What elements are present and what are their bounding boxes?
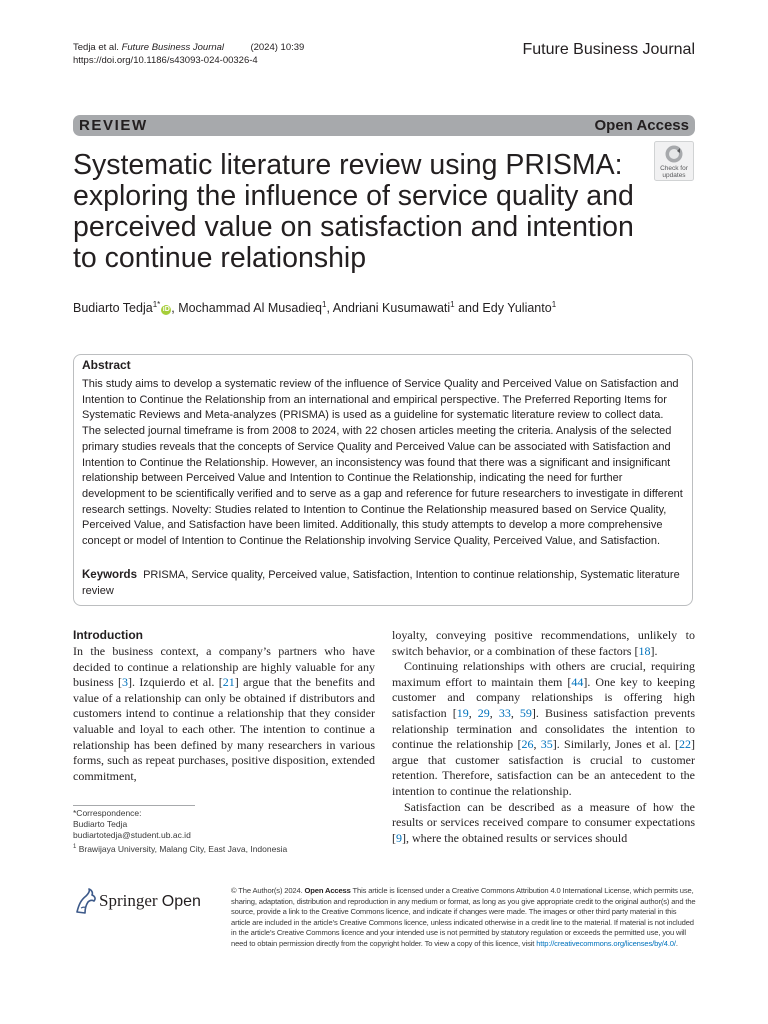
citation-link[interactable]: 21 (222, 675, 235, 690)
journal-name: Future Business Journal (522, 41, 695, 58)
section-heading-introduction: Introduction (73, 628, 143, 642)
check-for-updates-button[interactable] (654, 141, 694, 181)
correspondence-footnote (73, 808, 373, 855)
author-affiliation-sup: 1 (551, 300, 557, 309)
logo-open: Open (161, 893, 201, 910)
author-name[interactable]: , Mochammad Al Musadieq (171, 301, 323, 316)
open-access-label: Open Access (594, 117, 689, 134)
correspondence-email[interactable]: budiartotedja@student.ub.ac.id (73, 830, 191, 841)
license-notice: © The Author(s) 2024. Open Access This article is licensed under a Creative Commons Attribution 4.0 International License, which permits use, sharing, adaptation, distribution and reproduction in any medium or format, as long as you give appropriate credit to the original author(s) and the source, provide a link to the Creative Commons licence, and indicate if changes were made. The images or other third party material in this article are included in the article’s Creative Commons licence, unless indicated otherwise in a credit line to the material. If material is not included in the article’s Creative Commons licence and your intended use is not permitted by statutory regulation or exceeds the permitted use, you will need to obtain permission directly from the copyright holder. To view a copy of this licence, visit http://creativecommons.org/licenses/by/4.0/. (231, 886, 696, 948)
citation-link[interactable]: 29 (477, 705, 490, 720)
paragraph: Continuing relationships with others are crucial, requiring maximum effort to maintain them [44]. One key to keeping customer and company relationships is offering high satisfaction [19, 29, 33, 59]. Business satisfaction prevents relationship termination and consolidates the intention to continue the relationship [26, 35]. Similarly, Jones et al. [22] argue that customer satisfaction is crucial to customer retention. Therefore, satisfaction can be an antecedent to the intention to continue the relationship. (392, 659, 696, 798)
citation-link[interactable]: 26 (521, 737, 534, 752)
paragraph: Satisfaction can be described as a measure of how the results or services received compare to consumer expectations [9], where the obtained results or services should (392, 799, 695, 845)
author-affiliation-sup: 1 (322, 300, 327, 309)
citation-line (73, 41, 304, 54)
paragraph: In the business context, a company’s partners who have decided to continue a relationship are highly valuable for any business [3]. Izquierdo et al. [21] argue that the benefits and value of a relationship can only be obtained if distributors and customers intend to continue a relationship that they consider valuable and loyal to each other. The intention to continue a relationship has been defined by many researchers in various forms, such as repeat purchases, positive disposition, extended commitment, (73, 644, 375, 783)
doi-link[interactable]: https://doi.org/10.1186/s43093-024-00326-4 (73, 55, 258, 66)
logo-wordmark (99, 891, 201, 911)
author-list (73, 297, 693, 316)
abstract-text: This study aims to develop a systematic review of the influence of Service Quality and Perceived Value on Satisfaction and Intention to Continue the Relationship from an international and empirical perspective. The Preferred Reporting Items for Systematic Reviews and Meta-analyzes (PRISMA) is used as a guideline for systematic literature review to collect data. The selected journal timeframe is from 2008 to 2024, with 22 chosen articles meeting the criteria. Analysis of the selected primary studies reveals that the concepts of Service Quality and Perceived Value can be associated with Satisfaction and Intention to Continue the Relationship. However, an inconsistency was found that there was a significant and insignificant relationship between Perceived Value and Intention to Continue the Relationship, indicating the need for further development to be scientifically verified and to serve as a gap and reference for future researchers to investigate in different research settings. Novelty: Studies related to Intention to Continue the Relationship measured based on Service Quality, Perceived Value, and Satisfaction have been limited. Additionally, this study attempts to develop a more comprehensive concept or model of Intention to Continue the Relationship involving Service Quality, Perceived Value, and Satisfaction. (82, 378, 683, 548)
abstract-heading: Abstract (82, 358, 131, 372)
affiliation: $^1$ Brawijaya University, Malang City, East Java, Indonesia (73, 843, 288, 854)
citation-link[interactable]: 35 (540, 737, 553, 752)
logo-springer: Springer (99, 891, 158, 910)
citation-link[interactable]: 9 (396, 830, 402, 845)
paragraph-text: loyalty, conveying positive recommendations, unlikely to switch behavior, or a combination of these factors [ (392, 628, 695, 658)
keywords-label: Keywords (82, 569, 137, 581)
citation-link[interactable]: 22 (679, 737, 691, 752)
orcid-icon[interactable]: iD (162, 306, 170, 314)
citation-link[interactable]: 18 (638, 643, 651, 658)
license-link[interactable]: http://creativecommons.org/licenses/by/4.0/ (536, 938, 676, 948)
correspondence-label: *Correspondence: (73, 808, 142, 818)
header-authors: Tedja et al. (73, 42, 119, 53)
citation-link[interactable]: 33 (498, 705, 511, 720)
check-updates-line1: Check for (660, 165, 688, 172)
running-header (73, 41, 304, 67)
body-column-left (73, 644, 375, 784)
citation-link[interactable]: 3 (122, 675, 129, 690)
keywords (82, 568, 684, 599)
citation-link[interactable]: 59 (519, 705, 532, 720)
paragraph-text: ] argue that the benefits and value of a relationship can only be obtained if distributors and customers intend to continue a relationship that they consider valuable and loyal to each other. The intention to continue a relationship has been defined by many researchers in various forms, such as repeat purchases, positive disposition, extended commitment, (73, 675, 375, 783)
author-affiliation-sup: 1* (152, 300, 161, 309)
header-journal: Future Business Journal (121, 42, 225, 53)
license-open-access: Open Access (304, 886, 351, 895)
check-updates-icon (654, 141, 694, 181)
author-affiliation-sup: 1 (450, 300, 455, 309)
article-title: Systematic literature review using PRISMA: exploring the influence of service quality and perceived value on satisfaction and intention to continue relationship (73, 149, 634, 274)
springer-horse-icon (73, 886, 99, 918)
author-name[interactable]: and Edy Yulianto (454, 301, 552, 316)
author-name[interactable]: , Andriani Kusumawati (326, 301, 451, 316)
paragraph-continued: loyalty, conveying positive recommendations, unlikely to switch behavior, or a combination of these factors [18]. (392, 628, 695, 658)
article-type-label: REVIEW (79, 117, 148, 134)
citation-link[interactable]: 44 (571, 674, 584, 689)
check-updates-line2: updates (662, 172, 686, 179)
correspondence-name: Budiarto Tedja (73, 819, 128, 830)
author-name[interactable]: Budiarto Tedja (73, 301, 153, 316)
body-column-right (392, 628, 695, 846)
citation-link[interactable]: 19 (456, 705, 469, 720)
footnote-rule (73, 805, 195, 806)
keywords-text: PRISMA, Service quality, Perceived value, Satisfaction, Intention to continue relationship, Systematic literature review (82, 569, 680, 597)
header-volume: (2024) 10:39 (250, 42, 305, 53)
